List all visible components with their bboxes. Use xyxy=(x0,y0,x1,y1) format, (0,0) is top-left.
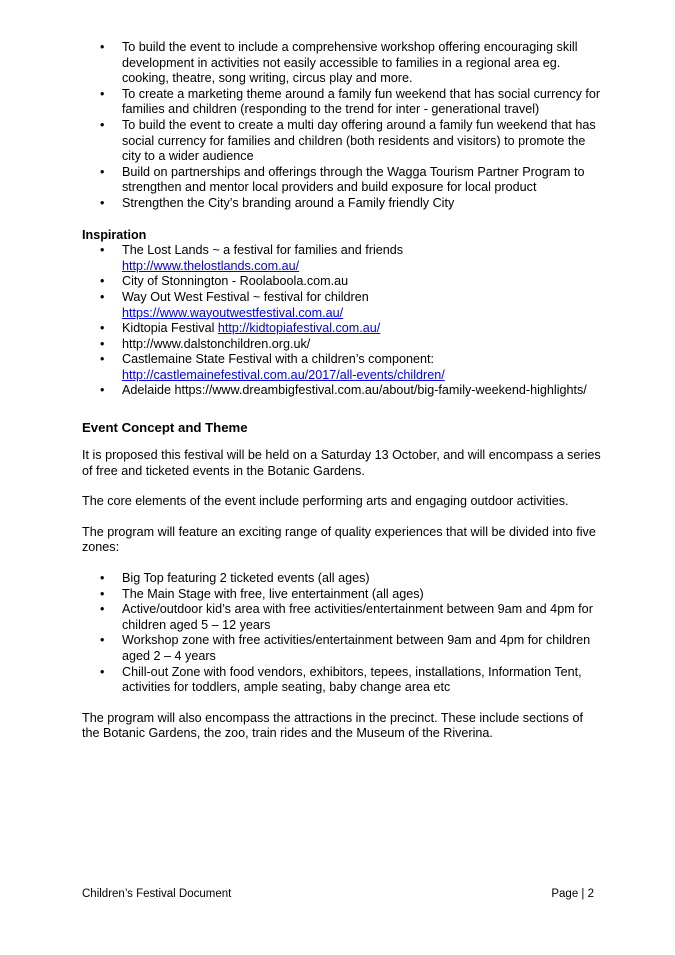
list-item xyxy=(82,321,602,337)
zones-list xyxy=(82,571,602,696)
bullet-icon: • xyxy=(100,602,105,617)
page-content xyxy=(82,40,602,742)
festival-link[interactable]: http://www.thelostlands.com.au/ xyxy=(122,258,300,273)
list-item-text: Workshop zone with free activities/entertainment between 9am and 4pm for children aged 2 – 4 years xyxy=(122,633,591,663)
list-item xyxy=(82,40,602,87)
bullet-icon: • xyxy=(100,383,105,398)
list-item-text: Way Out West Festival ~ festival for children xyxy=(122,289,369,304)
footer-page-number: Page | 2 xyxy=(551,888,594,900)
inspiration-list xyxy=(82,243,602,399)
list-item-text: The Main Stage with free, live entertainment (all ages) xyxy=(122,586,424,601)
bullet-icon: • xyxy=(100,571,105,586)
list-item-text: Big Top featuring 2 ticketed events (all ages) xyxy=(122,571,370,586)
list-item-text: Build on partnerships and offerings through the Wagga Tourism Partner Program to strengthen and mentor local providers and build exposure for local product xyxy=(122,164,585,195)
list-item xyxy=(82,118,602,165)
bullet-icon: • xyxy=(100,243,105,258)
list-item-text: Chill-out Zone with food vendors, exhibitors, tepees, installations, Information Tent, activities for toddlers, ample seating, baby change area etc xyxy=(122,664,582,695)
list-item-text: Strengthen the City’s branding around a Family friendly City xyxy=(122,195,455,210)
list-item-text: Kidtopia Festival xyxy=(122,321,218,336)
bullet-icon: • xyxy=(100,40,105,54)
festival-link[interactable]: http://castlemainefestival.com.au/2017/all-events/children/ xyxy=(122,367,445,382)
list-item-text: Active/outdoor kid’s area with free activities/entertainment between 9am and 4pm for children aged 5 – 12 years xyxy=(122,602,593,632)
list-item xyxy=(82,633,602,664)
list-item xyxy=(82,352,602,383)
list-item-text: http://www.dalstonchildren.org.uk/ xyxy=(122,336,311,351)
bullet-icon: • xyxy=(100,336,105,351)
list-item xyxy=(82,196,602,212)
list-item xyxy=(82,587,602,603)
event-paragraph: The program will feature an exciting range of quality experiences that will be divided into five zones: xyxy=(82,524,596,555)
event-paragraph: The core elements of the event include performing arts and engaging outdoor activities. xyxy=(82,494,569,509)
festival-link[interactable]: http://kidtopiafestival.com.au/ xyxy=(217,321,381,336)
list-item xyxy=(82,243,602,274)
list-item xyxy=(82,337,602,353)
bullet-icon: • xyxy=(100,195,105,210)
bullet-icon: • xyxy=(100,321,105,336)
event-paragraph: It is proposed this festival will be held on a Saturday 13 October, and will encompass a series of free and ticketed events in the Botanic Gardens. xyxy=(82,448,601,478)
event-paragraph: The program will also encompass the attractions in the precinct. These include sections of the Botanic Gardens, the zoo, train rides and the Museum of the Riverina. xyxy=(82,710,583,741)
list-item-text: To create a marketing theme around a family fun weekend that has social currency for families and children (responding to the trend for inter - generational travel) xyxy=(122,86,601,117)
bullet-icon: • xyxy=(100,586,105,601)
list-item xyxy=(82,571,602,587)
event-concept-heading: Event Concept and Theme xyxy=(82,420,248,436)
list-item xyxy=(82,274,602,290)
bullet-icon: • xyxy=(100,164,105,179)
list-item-text: To build the event to include a comprehensive workshop offering encouraging skill development in activities not easily accessible to families in a regional area eg. cooking, theatre, song writing, circus play and more. xyxy=(122,40,578,86)
festival-link[interactable]: https://www.wayoutwestfestival.com.au/ xyxy=(122,305,344,320)
list-item xyxy=(82,602,602,633)
bullet-icon: • xyxy=(100,117,105,132)
list-item xyxy=(82,665,602,696)
footer-document-title: Children’s Festival Document xyxy=(82,888,232,900)
bullet-icon: • xyxy=(100,289,105,304)
list-item xyxy=(82,87,602,118)
page-footer xyxy=(82,887,594,901)
bullet-icon: • xyxy=(100,274,105,289)
bullet-icon: • xyxy=(100,664,105,679)
list-item-text: To build the event to create a multi day offering around a family fun weekend that has social currency for families and children (both residents and visitors) to promote the city to a wider audience xyxy=(122,117,596,164)
goals-list xyxy=(82,40,602,212)
list-item-text: The Lost Lands ~ a festival for families and friends xyxy=(122,243,404,258)
list-item-text: City of Stonnington - Roolaboola.com.au xyxy=(122,274,349,289)
bullet-icon: • xyxy=(100,633,105,648)
bullet-icon: • xyxy=(100,352,105,367)
list-item-text: Adelaide https://www.dreambigfestival.com.au/about/big-family-weekend-highlights/ xyxy=(122,383,587,398)
list-item xyxy=(82,290,602,321)
list-item xyxy=(82,165,602,196)
bullet-icon: • xyxy=(100,86,105,101)
list-item-text: Castlemaine State Festival with a children’s component: xyxy=(122,352,434,367)
inspiration-heading: Inspiration xyxy=(82,227,147,242)
list-item xyxy=(82,383,602,399)
